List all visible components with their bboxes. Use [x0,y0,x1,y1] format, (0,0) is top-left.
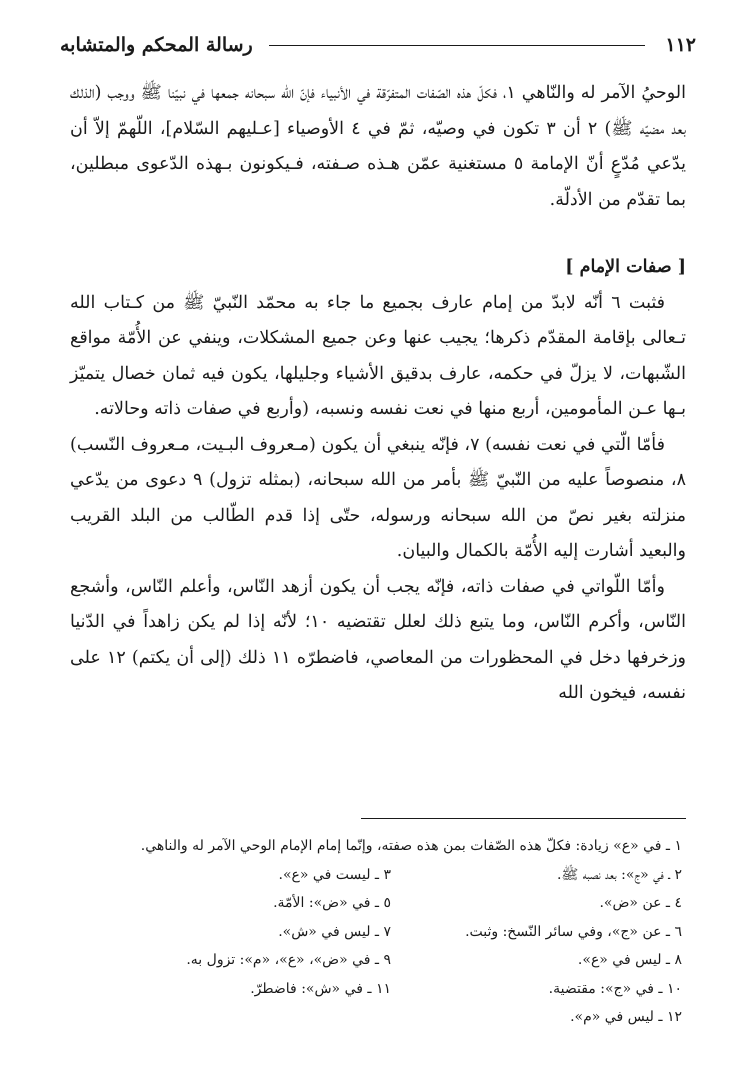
footnote-3: ٣ ـ ليست في «ع». [278,866,391,883]
footnotes [100,832,682,1032]
footnote-8: ٨ ـ ليس في «ع». [577,952,682,968]
footnote-11: ١١ ـ في «ش»: فاضطرّ. [250,980,391,997]
footnote-row [100,946,682,975]
footnote-12: ١٢ ـ ليس في «م». [570,1009,682,1025]
running-header [60,28,696,62]
footnote-6: ٦ ـ عن «ج»، وفي سائر النّسخ: وثبت. [465,923,682,940]
paragraph-4: وأمّا اللّواتي في صفات ذاته، فإنّه يجب أن يكون أزهد النّاس، وأعلم النّاس، وأشجع النّاس، وأكرم النّاس، وما يتبع ذلك لعلل تقتضيه ١٠؛ لأنّه إذا لم يكن زاهداً في الدّنيا وزخرفها دخل في المحظورات من المعاصي، فاضطرّه ١١ ذلك (إلى أن يكتم) ١٢ على نفسه، فيخون الله [70,576,686,703]
footnote-7: ٧ ـ ليس في «ش». [278,923,391,940]
footnote-5: ٥ ـ في «ض»: الأمّة. [273,895,391,911]
footnote-row [100,975,682,1004]
header-rule [269,45,646,46]
main-text [70,76,686,712]
page-number: ١١٢ [665,34,696,56]
paragraph-3: فأمّا الّتي في نعت نفسه) ٧، فإنّه ينبغي أن يكون (مـعروف البـيت، مـعروف النّسب) ٨، منصوصاً عليه من النّبيّ ﷺ بأمر من الله سبحانه، (بمثله تزول) ٩ دعوى من يدّعي منزلته بغير نصّ من الله سبحانه ورسوله، حتّى إذا قدم الطّالب من البلد القريب والبعيد أشارت إليه الأُمّة بالكمال والبيان. [70,434,686,561]
footnote-row [100,861,682,890]
footnote-2: ٢ ـ في «ج»: بعد نصبه ﷺ. [556,866,682,883]
section-heading: [ صفات الإمام ] [565,257,686,277]
footnote-4: ٤ ـ عن «ض». [599,895,682,911]
footnote-1: ١ ـ في «ع» زيادة: فكلّ هذه الصّفات بمن هذه صفته، وإنّما إمام الإمام الوحي الآمر له والناهي. [140,838,682,854]
footnote-10: ١٠ ـ في «ج»: مقتضية. [548,980,682,997]
running-title: رسالة المحكم والمتشابه [60,34,253,56]
footnote-separator [361,818,686,819]
footnote-row [100,1003,682,1032]
footnote-9: ٩ ـ في «ض»، «ع»، «م»: تزول به. [186,952,391,968]
footnote-row [100,918,682,947]
footnote-row [100,889,682,918]
paragraph-1: الوحيُ الآمر له والنّاهي ١، فكلّ هذه الصّفات المتفرّقة في الأنبياء فإنّ الله سبحانه جمعها في نبيّنا ﷺ ووجب (الذلك بعد مضيّه ﷺ) ٢ أن ٣ تكون في وصيّه، ثمّ في ٤ الأوصياء [عـليهم السّلام]، اللّهمّ إلاّ أن يدّعي مُدّعٍ أنّ الإمامة ٥ مستغنية عمّن هـذه صـفته، فـيكونون بـهذه الدّعوى مبطلين، بما تقدّم من الأدلّة. [70,83,687,210]
paragraph-2: فثبت ٦ أنّه لابدّ من إمام عارف بجميع ما جاء به محمّد النّبيّ ﷺ من كـتاب الله تـعالى بإقامة المقدّم ذكرها؛ يجيب عنها وعن جميع المشكلات، وينفي عن الأُمّة مواقع الشّبهات، لا يزلّ في حكمه، عارف بدقيق الأشياء وجليلها، يكون فيه ثمان خصال يتميّز بـها عـن المأمومين، أربع منها في نعت نفسه ونسبه، (وأربع في صفات ذاته وحالاته. [70,292,686,419]
